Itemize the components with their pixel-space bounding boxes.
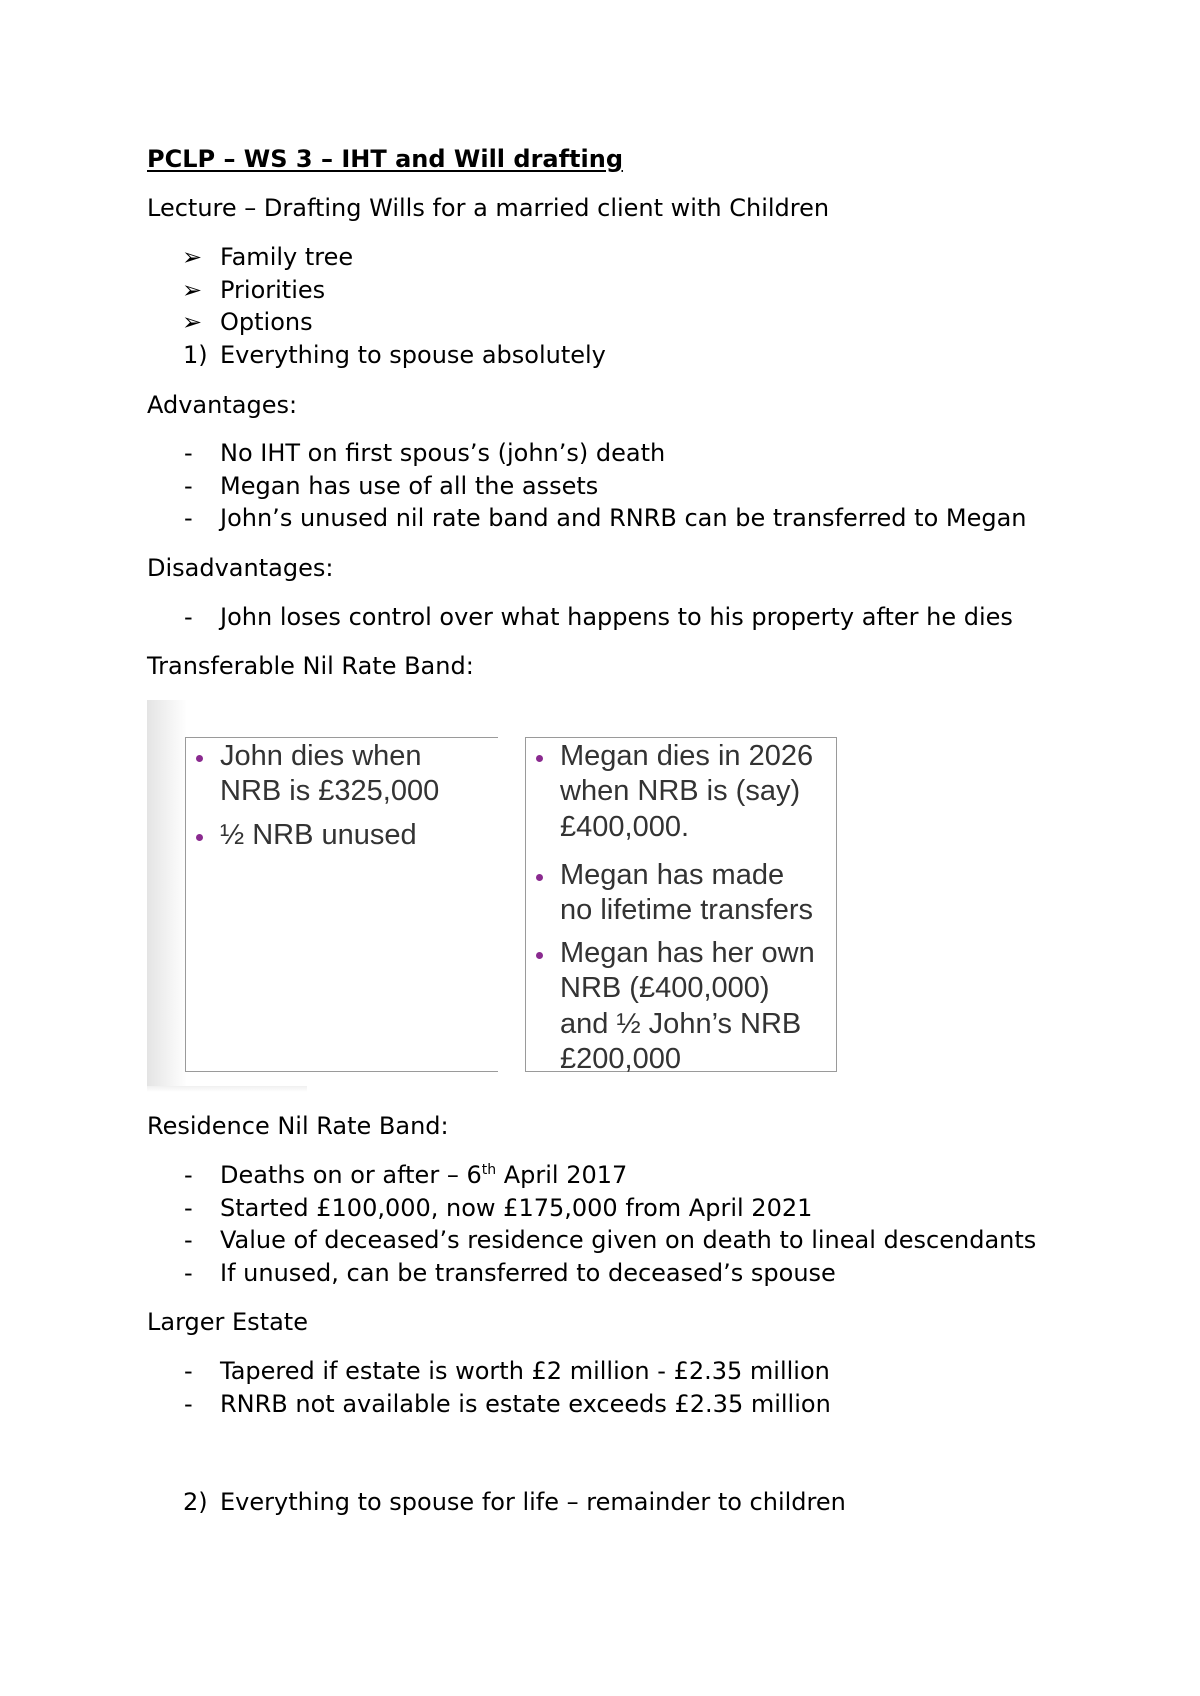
option-number: 2): [183, 1488, 208, 1516]
megan-box-line: Megan has made: [560, 859, 785, 891]
slide-shadow: [147, 700, 187, 1092]
advantage-item: Megan has use of all the assets: [220, 472, 599, 500]
larger-estate-heading: Larger Estate: [147, 1308, 308, 1336]
option-1-text: Everything to spouse absolutely: [220, 341, 606, 369]
option-number: 1): [183, 341, 208, 369]
rnrb-item: Started £100,000, now £175,000 from April 2021: [220, 1194, 813, 1222]
dash-bullet: -: [184, 472, 193, 500]
purple-bullet-icon: [536, 755, 543, 762]
larger-estate-item: RNRB not available is estate exceeds £2.35 million: [220, 1390, 831, 1418]
purple-bullet-icon: [536, 952, 543, 959]
dash-bullet: -: [184, 1390, 193, 1418]
john-box-line: NRB is £325,000: [220, 775, 440, 807]
rnrb-heading: Residence Nil Rate Band:: [147, 1112, 449, 1140]
advantage-item: No IHT on first spous’s (john’s) death: [220, 439, 666, 467]
purple-bullet-icon: [196, 834, 203, 841]
arrow-bullet-icon: ➢: [182, 308, 203, 336]
megan-box-line: £200,000: [560, 1043, 681, 1075]
megan-box-line: when NRB is (say): [560, 775, 801, 807]
dash-bullet: -: [184, 1357, 193, 1385]
megan-box-line: no lifetime transfers: [560, 894, 814, 926]
dash-bullet: -: [184, 504, 193, 532]
megan-box-line: Megan has her own: [560, 937, 815, 969]
megan-box-line: and ½ John’s NRB: [560, 1008, 802, 1040]
rnrb-item: Value of deceased’s residence given on death to lineal descendants: [220, 1226, 1037, 1254]
disadvantage-item: John loses control over what happens to his property after he dies: [220, 603, 1013, 631]
rnrb-date-text: Deaths on or after – 6: [220, 1161, 482, 1189]
slide-shadow: [147, 1086, 307, 1092]
dash-bullet: -: [184, 1259, 193, 1287]
advantage-item: John’s unused nil rate band and RNRB can be transferred to Megan: [220, 504, 1027, 532]
dash-bullet: -: [184, 1226, 193, 1254]
rnrb-item: [220, 1160, 627, 1190]
megan-box-line: £400,000.: [560, 811, 690, 843]
arrow-bullet-icon: ➢: [182, 243, 203, 271]
rnrb-item: If unused, can be transferred to deceased’s spouse: [220, 1259, 836, 1287]
tnrb-heading: Transferable Nil Rate Band:: [147, 652, 474, 680]
outline-item: Priorities: [220, 276, 326, 304]
rnrb-date-text: April 2017: [496, 1161, 628, 1189]
disadvantages-heading: Disadvantages:: [147, 554, 334, 582]
purple-bullet-icon: [536, 874, 543, 881]
tnrb-slide-image: [147, 700, 839, 1092]
dash-bullet: -: [184, 603, 193, 631]
document-title: PCLP – WS 3 – IHT and Will drafting: [147, 145, 624, 173]
megan-box: [525, 737, 837, 1075]
dash-bullet: -: [184, 1161, 193, 1189]
lecture-heading: Lecture – Drafting Wills for a married client with Children: [147, 194, 830, 222]
john-box-line: ½ NRB unused: [220, 819, 417, 851]
john-box-line: John dies when: [220, 740, 422, 772]
advantages-heading: Advantages:: [147, 391, 298, 419]
dash-bullet: -: [184, 1194, 193, 1222]
option-2-text: Everything to spouse for life – remainder to children: [220, 1488, 846, 1516]
arrow-bullet-icon: ➢: [182, 276, 203, 304]
larger-estate-item: Tapered if estate is worth £2 million - £2.35 million: [220, 1357, 830, 1385]
megan-box-line: Megan dies in 2026: [560, 740, 814, 772]
outline-item: Options: [220, 308, 313, 336]
john-box: [185, 737, 498, 1072]
outline-item: Family tree: [220, 243, 354, 271]
ordinal-suffix: th: [481, 1162, 497, 1178]
megan-box-line: NRB (£400,000): [560, 972, 770, 1004]
dash-bullet: -: [184, 439, 193, 467]
purple-bullet-icon: [196, 755, 203, 762]
